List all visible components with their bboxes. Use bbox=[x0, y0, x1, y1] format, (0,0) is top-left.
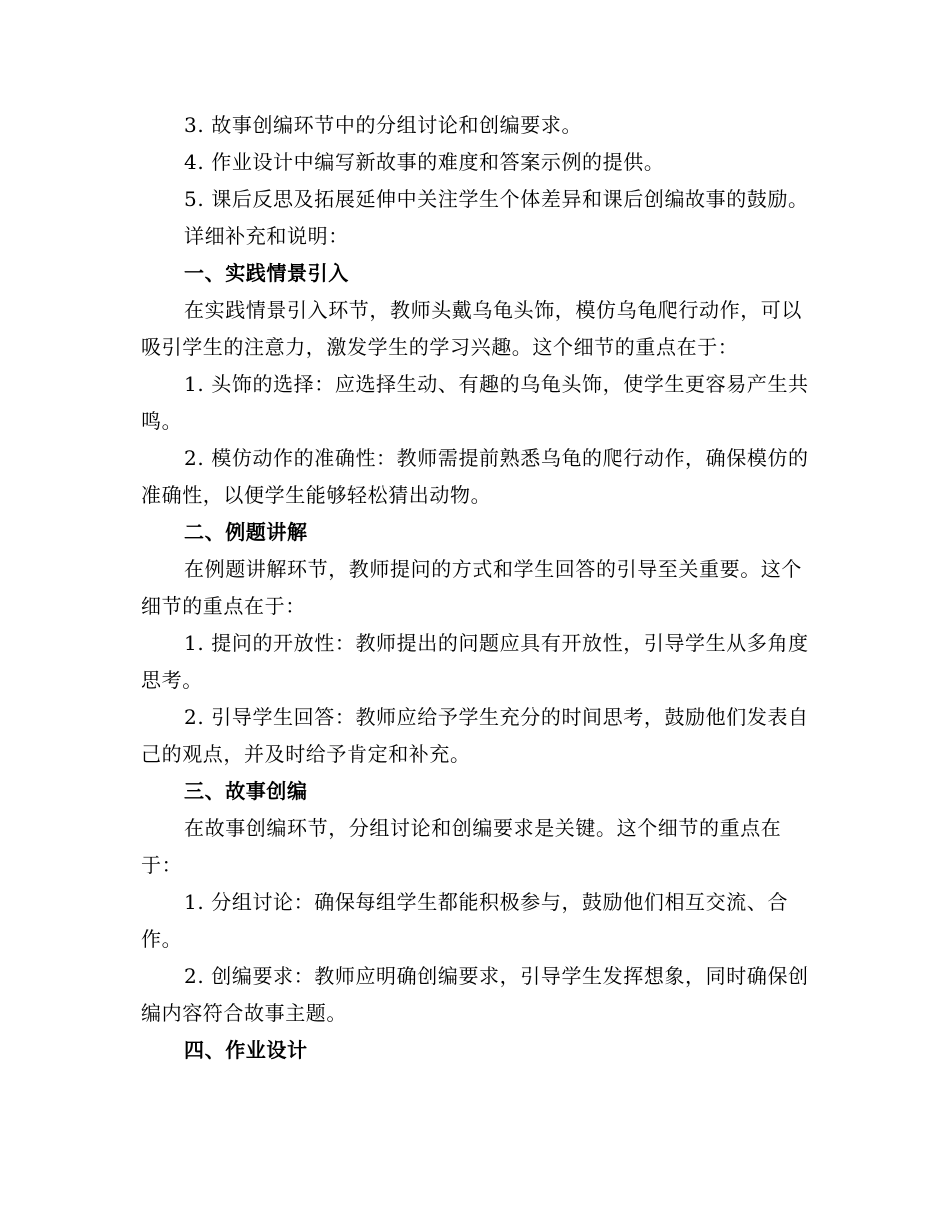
section-2-item-1: 1. 提问的开放性：教师提出的问题应具有开放性，引导学生从多角度思考。 bbox=[141, 631, 809, 692]
section-1-paragraph: 在实践情景引入环节，教师头戴乌龟头饰，模仿乌龟爬行动作，可以吸引学生的注意力，激发学生的学习兴趣。这个细节的重点在于： bbox=[141, 298, 802, 359]
section-heading-3: 三、故事创编 bbox=[184, 779, 308, 803]
intro-paragraph: 详细补充和说明： bbox=[184, 224, 349, 248]
section-heading-4: 四、作业设计 bbox=[184, 1038, 308, 1062]
section-3-item-2: 2. 创编要求：教师应明确创编要求，引导学生发挥想象，同时确保创编内容符合故事主题。 bbox=[141, 964, 809, 1025]
section-heading-2: 二、例题讲解 bbox=[184, 520, 308, 544]
section-3-paragraph: 在故事创编环节，分组讨论和创编要求是关键。这个细节的重点在于： bbox=[141, 816, 782, 877]
section-1-item-2: 2. 模仿动作的准确性：教师需提前熟悉乌龟的爬行动作，确保模仿的准确性，以便学生能够轻松猜出动物。 bbox=[141, 446, 809, 507]
section-heading-1: 一、实践情景引入 bbox=[184, 261, 349, 285]
list-item-3: 3. 故事创编环节中的分组讨论和创编要求。 bbox=[184, 113, 583, 137]
section-2-paragraph: 在例题讲解环节，教师提问的方式和学生回答的引导至关重要。这个细节的重点在于： bbox=[141, 557, 802, 618]
list-item-4: 4. 作业设计中编写新故事的难度和答案示例的提供。 bbox=[184, 150, 665, 174]
document-body bbox=[141, 107, 811, 1069]
list-item-5: 5. 课后反思及拓展延伸中关注学生个体差异和课后创编故事的鼓励。 bbox=[184, 187, 809, 211]
section-2-item-2: 2. 引导学生回答：教师应给予学生充分的时间思考，鼓励他们发表自己的观点，并及时给予肯定和补充。 bbox=[141, 705, 809, 766]
section-3-item-1: 1. 分组讨论：确保每组学生都能积极参与，鼓励他们相互交流、合作。 bbox=[141, 890, 789, 951]
section-1-item-1: 1. 头饰的选择：应选择生动、有趣的乌龟头饰，使学生更容易产生共鸣。 bbox=[141, 372, 809, 433]
